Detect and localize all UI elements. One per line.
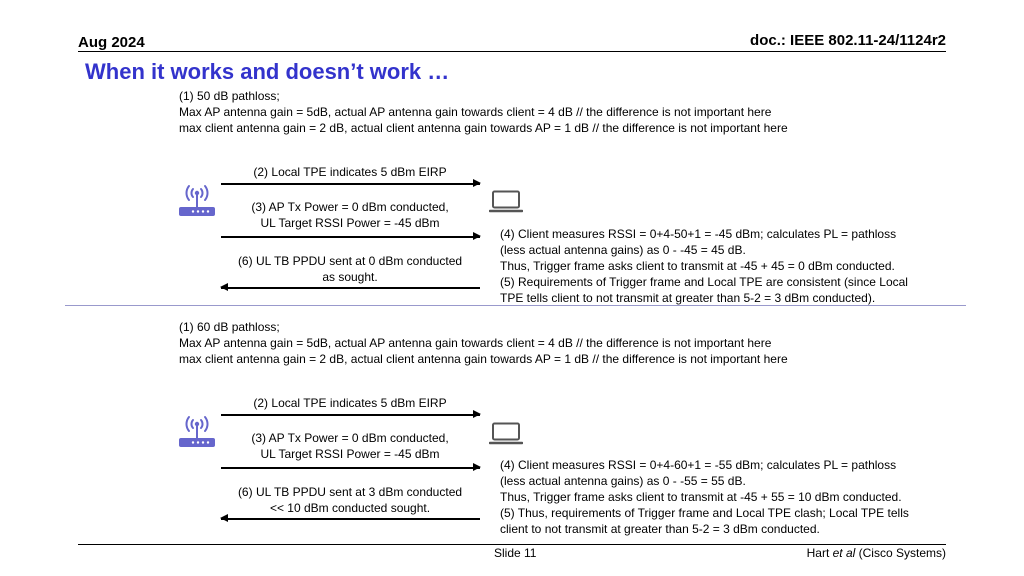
text-line: (less actual antenna gains) as 0 - -55 = 55 dB. bbox=[500, 474, 746, 488]
scenario2-step6-label bbox=[221, 484, 479, 516]
scenario1-step6-label bbox=[221, 253, 479, 285]
intro-line: Max AP antenna gain = 5dB, actual AP antenna gain towards client = 4 dB // the difference is not important here bbox=[179, 105, 772, 119]
scenario2-step4-text bbox=[500, 457, 909, 537]
scenario2-intro bbox=[179, 319, 788, 367]
intro-line: Max AP antenna gain = 5dB, actual AP antenna gain towards client = 4 dB // the difference is not important here bbox=[179, 336, 772, 350]
intro-line: (1) 50 dB pathloss; bbox=[179, 89, 280, 103]
label-line: UL Target RSSI Power = -45 dBm bbox=[260, 447, 440, 461]
scenario1-step3-label bbox=[221, 199, 479, 231]
arrow-right bbox=[221, 183, 480, 185]
label-line: (6) UL TB PPDU sent at 0 dBm conducted bbox=[237, 254, 463, 268]
label-line: (6) UL TB PPDU sent at 3 dBm conducted bbox=[237, 485, 463, 499]
author-org: (Cisco Systems) bbox=[855, 546, 946, 560]
footer-rule bbox=[78, 544, 946, 545]
text-line: client to not transmit at greater than 5-2 = 3 dBm conducted. bbox=[500, 522, 820, 536]
author-name: Hart bbox=[806, 546, 833, 560]
laptop-icon bbox=[489, 190, 523, 214]
text-line: (5) Thus, requirements of Trigger frame and Local TPE clash; Local TPE tells bbox=[500, 506, 909, 520]
intro-line: max client antenna gain = 2 dB, actual client antenna gain towards AP = 1 dB // the difference is not important here bbox=[179, 352, 788, 366]
label-line: (3) AP Tx Power = 0 dBm conducted, bbox=[251, 200, 449, 214]
label-line: (3) AP Tx Power = 0 dBm conducted, bbox=[251, 431, 449, 445]
text-line: (5) Requirements of Trigger frame and Local TPE are consistent (since Local bbox=[500, 275, 908, 289]
arrow-right bbox=[221, 236, 480, 238]
text-line: Thus, Trigger frame asks client to transmit at -45 + 55 = 10 dBm conducted. bbox=[500, 490, 902, 504]
text-line: (4) Client measures RSSI = 0+4-60+1 = -55 dBm; calculates PL = pathloss bbox=[500, 458, 897, 472]
arrow-left bbox=[221, 287, 480, 289]
laptop-icon bbox=[489, 422, 523, 446]
text-line: TPE tells client to not transmit at greater than 5-2 = 3 dBm conducted). bbox=[500, 291, 876, 305]
router-icon bbox=[177, 412, 217, 448]
header-date: Aug 2024 bbox=[78, 34, 145, 51]
scenario1-step4-text bbox=[500, 226, 908, 306]
slide-number: Slide 11 bbox=[494, 546, 537, 560]
text-line: (4) Client measures RSSI = 0+4-50+1 = -45 dBm; calculates PL = pathloss bbox=[500, 227, 897, 241]
header-doc-id: doc.: IEEE 802.11-24/1124r2 bbox=[750, 32, 946, 49]
arrow-left bbox=[221, 518, 480, 520]
text-line: Thus, Trigger frame asks client to transmit at -45 + 45 = 0 dBm conducted. bbox=[500, 259, 895, 273]
section-divider bbox=[65, 305, 966, 306]
header-rule bbox=[78, 51, 946, 52]
slide-title: When it works and doesn’t work … bbox=[85, 59, 450, 84]
text-line: (less actual antenna gains) as 0 - -45 = 45 dB. bbox=[500, 243, 746, 257]
label-line: << 10 dBm conducted sought. bbox=[269, 501, 431, 515]
scenario1-step2-label: (2) Local TPE indicates 5 dBm EIRP bbox=[253, 165, 447, 179]
footer-author bbox=[807, 546, 946, 560]
intro-line: (1) 60 dB pathloss; bbox=[179, 320, 280, 334]
author-etal: et al bbox=[832, 546, 856, 560]
intro-line: max client antenna gain = 2 dB, actual client antenna gain towards AP = 1 dB // the difference is not important here bbox=[179, 121, 788, 135]
label-line: as sought. bbox=[322, 270, 378, 284]
arrow-right bbox=[221, 467, 480, 469]
scenario2-step2-label: (2) Local TPE indicates 5 dBm EIRP bbox=[253, 396, 447, 410]
arrow-right bbox=[221, 414, 480, 416]
scenario1-intro bbox=[179, 88, 788, 136]
label-line: UL Target RSSI Power = -45 dBm bbox=[260, 216, 440, 230]
router-icon bbox=[177, 181, 217, 217]
scenario2-step3-label bbox=[221, 430, 479, 462]
